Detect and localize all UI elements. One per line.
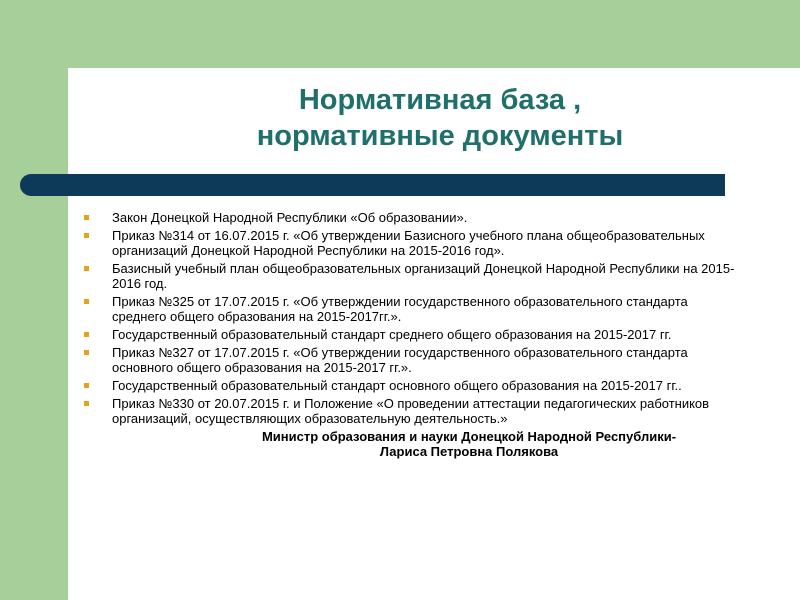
slide-title-line-1: Нормативная база , — [298, 84, 582, 116]
list-item-text: Государственный образовательный стандарт основного общего образования на 2015-2017 гг.. — [112, 378, 682, 393]
signature-block — [84, 429, 744, 459]
square-bullet-icon — [84, 266, 89, 271]
list-item — [84, 378, 744, 393]
signature-line-2: Лариса Петровна Полякова — [379, 444, 559, 459]
slide-title-line-2: нормативные документы — [256, 120, 624, 152]
slide-title — [150, 82, 730, 154]
top-green-band — [68, 0, 800, 68]
list-item — [84, 345, 744, 375]
list-item-text: Приказ №325 от 17.07.2015 г. «Об утверждении государственного образовательного стандарта среднего общего образования на 2015-2017гг.». — [112, 294, 688, 324]
square-bullet-icon — [84, 233, 89, 238]
signature-line-1: Министр образования и науки Донецкой Народной Республики- — [261, 429, 677, 444]
square-bullet-icon — [84, 350, 89, 355]
document-list — [84, 210, 744, 426]
list-item — [84, 327, 744, 342]
title-divider-bar — [20, 174, 725, 196]
list-item — [84, 210, 744, 225]
list-item-text: Приказ №330 от 20.07.2015 г. и Положение «О проведении аттестации педагогических работников организаций, осуществляющих образовательную деятельность.» — [112, 396, 710, 426]
left-green-strip — [0, 0, 68, 600]
list-item-text: Закон Донецкой Народной Республики «Об образовании». — [112, 210, 468, 225]
square-bullet-icon — [84, 332, 89, 337]
list-item-text: Базисный учебный план общеобразовательных организаций Донецкой Народной Республики на 2015-2016 год. — [112, 261, 735, 291]
square-bullet-icon — [84, 383, 89, 388]
square-bullet-icon — [84, 215, 89, 220]
list-item — [84, 294, 744, 324]
square-bullet-icon — [84, 299, 89, 304]
list-item — [84, 261, 744, 291]
square-bullet-icon — [84, 401, 89, 406]
list-item-text: Государственный образовательный стандарт среднего общего образования на 2015-2017 гг. — [112, 327, 672, 342]
slide-body — [84, 210, 744, 459]
list-item-text: Приказ №314 от 16.07.2015 г. «Об утверждении Базисного учебного плана общеобразовательных организаций Донецкой Народной Республики на 2015-2016 год». — [112, 228, 705, 258]
list-item — [84, 228, 744, 258]
list-item — [84, 396, 744, 426]
list-item-text: Приказ №327 от 17.07.2015 г. «Об утверждении государственного образовательного стандарта основного общего образования на 2015-2017 гг.». — [112, 345, 688, 375]
